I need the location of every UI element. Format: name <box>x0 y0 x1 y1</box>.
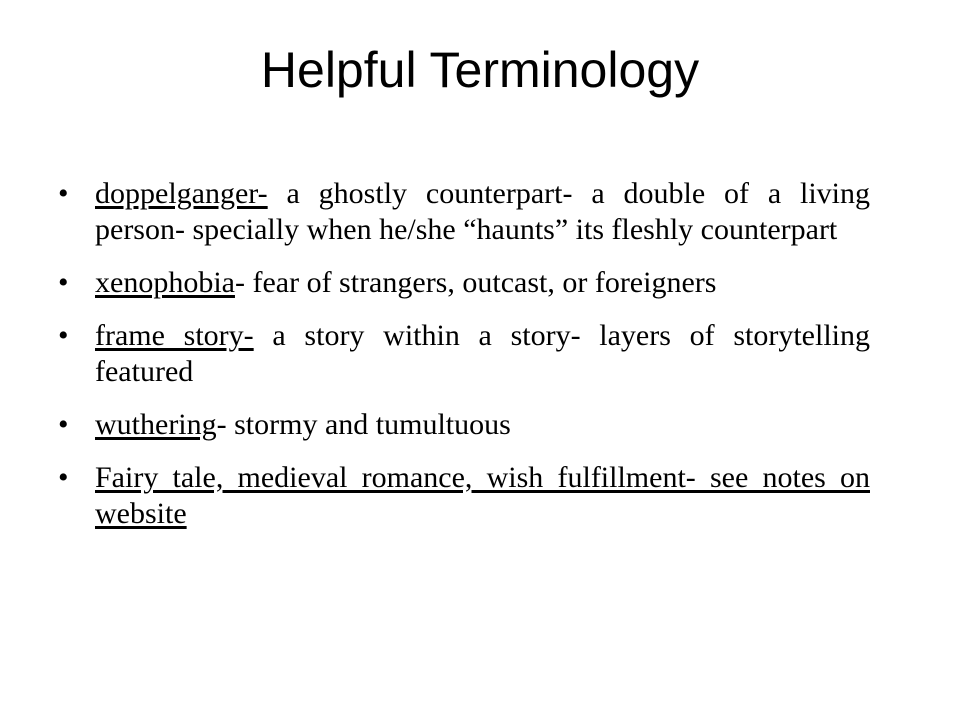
list-item <box>58 407 870 443</box>
terminology-list <box>58 176 870 549</box>
definition-doppelganger: a ghostly counterpart- a double of a living person- specially when he/she “haunts” its fleshly counterpart <box>95 177 870 246</box>
definition-xenophobia: - fear of strangers, outcast, or foreigners <box>234 266 717 299</box>
bullet-icon: • <box>58 461 69 494</box>
term-frame-story: frame story- <box>95 319 254 352</box>
list-item <box>58 176 870 248</box>
list-item <box>58 318 870 390</box>
bullet-icon: • <box>58 266 69 299</box>
bullet-icon: • <box>58 408 69 441</box>
definition-frame-story: a story within a story- layers of storytelling featured <box>95 319 871 388</box>
list-item <box>58 460 870 532</box>
definition-wuthering: - stormy and tumultuous <box>216 408 511 441</box>
term-fairy-tale: Fairy tale, medieval romance, wish fulfillment- see notes on website <box>95 461 870 530</box>
slide-title: Helpful Terminology <box>260 42 700 98</box>
bullet-icon: • <box>58 177 69 210</box>
term-xenophobia: xenophobia <box>95 266 235 299</box>
list-item <box>58 265 870 301</box>
bullet-icon: • <box>58 319 69 352</box>
term-doppelganger: doppelganger- <box>95 177 268 210</box>
term-wuthering: wuthering <box>95 408 217 441</box>
